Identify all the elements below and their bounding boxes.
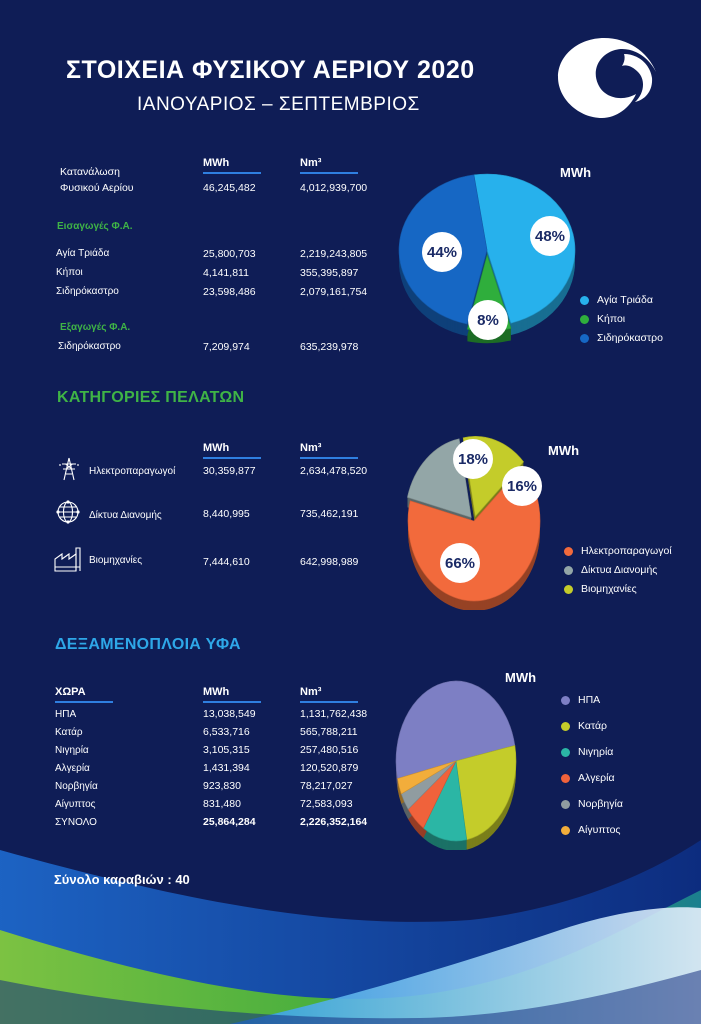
lng-row-mwh: 923,830 (203, 780, 241, 792)
lng-heading: ΔΕΞΑΜΕΝΟΠΛΟΙΑ ΥΦΑ (55, 636, 241, 653)
lng-row-nm3: 78,217,027 (300, 780, 353, 792)
mwh-header-2: MWh (203, 442, 230, 454)
globe-network-icon (55, 499, 81, 525)
chart3-title: MWh (505, 670, 537, 685)
legend-swatch (580, 334, 589, 343)
lng-row-mwh: 3,105,315 (203, 744, 250, 756)
legend-item (561, 694, 623, 706)
legend-swatch (580, 315, 589, 324)
lng-row-name: Νιγηρία (55, 745, 89, 756)
consumption-nm3: 4,012,939,700 (300, 182, 368, 194)
imports-row-mwh: 4,141,811 (203, 267, 249, 279)
lng-row-nm3: 257,480,516 (300, 744, 359, 756)
imports-row-nm3: 2,219,243,805 (300, 248, 368, 260)
mwh-header-underline-3 (203, 701, 261, 703)
legend-swatch (561, 826, 570, 835)
lng-pie-chart (388, 675, 536, 850)
lng-row-name: Νορβηγία (55, 781, 98, 792)
legend-label: Νορβηγία (578, 798, 623, 810)
consumption-label-line2: Φυσικού Αερίου (60, 182, 134, 194)
mwh-header-underline-2 (203, 457, 261, 459)
lng-row-nm3: 1,131,762,438 (300, 708, 368, 720)
customers-row-name: Βιομηχανίες (89, 555, 143, 566)
legend-swatch (561, 696, 570, 705)
lng-row-name: Κατάρ (55, 727, 83, 738)
imports-row-name: Κήποι (56, 267, 83, 278)
chart3-legend (561, 694, 623, 836)
lng-row-name: ΗΠΑ (55, 709, 77, 720)
legend-label: Αίγυπτος (578, 824, 621, 836)
legend-item (564, 545, 672, 557)
consumption-label-line1: Κατανάλωση (60, 166, 120, 178)
customers-pie-chart (402, 425, 562, 610)
lng-total-mwh: 25,864,284 (203, 816, 256, 828)
legend-item (580, 332, 663, 344)
customers-row-name: Δίκτυα Διανομής (89, 510, 162, 521)
customers-row-mwh: 7,444,610 (203, 556, 250, 568)
exports-heading: Εξαγωγές Φ.Α. (60, 322, 131, 333)
imports-pie-chart (395, 168, 590, 358)
legend-swatch (561, 748, 570, 757)
legend-swatch (561, 774, 570, 783)
legend-label: Νιγηρία (578, 746, 614, 758)
lng-row-nm3: 120,520,879 (300, 762, 359, 774)
lng-total-name: ΣΥΝΟΛΟ (55, 817, 97, 828)
legend-item (561, 746, 623, 758)
nm3-header-underline-2 (300, 457, 358, 459)
legend-label: Δίκτυα Διανομής (581, 564, 658, 576)
lng-row-name: Αλγερία (55, 763, 90, 774)
legend-label: Κατάρ (578, 720, 607, 732)
legend-label: Βιομηχανίες (581, 583, 637, 595)
customers-row-mwh: 30,359,877 (203, 465, 256, 477)
imports-row-mwh: 25,800,703 (203, 248, 256, 260)
nm3-header-underline-1 (300, 172, 358, 174)
mwh-header-3: MWh (203, 686, 230, 698)
data-label: 8% (477, 312, 499, 329)
company-logo (552, 36, 662, 120)
legend-item (564, 583, 672, 595)
legend-item (580, 294, 663, 306)
mwh-header-1: MWh (203, 157, 230, 169)
chart2-legend (564, 545, 672, 595)
imports-row-name: Αγία Τριάδα (56, 248, 110, 259)
legend-swatch (580, 296, 589, 305)
chart1-title: MWh (560, 165, 592, 180)
lng-row-nm3: 565,788,211 (300, 726, 358, 738)
page-subtitle: ΙΑΝΟΥΑΡΙΟΣ – ΣΕΠΤΕΜΒΡΙΟΣ (137, 94, 420, 115)
exports-row-name: Σιδηρόκαστρο (58, 341, 121, 352)
imports-heading: Εισαγωγές Φ.Α. (57, 221, 133, 232)
lng-row-mwh: 13,038,549 (203, 708, 256, 720)
nm3-header-underline-3 (300, 701, 358, 703)
legend-label: Σιδηρόκαστρο (597, 332, 663, 344)
factory-icon (52, 545, 84, 573)
nm3-header-1: Nm³ (300, 157, 322, 169)
imports-row-nm3: 2,079,161,754 (300, 286, 368, 298)
power-tower-icon (56, 456, 82, 482)
lng-row-mwh: 6,533,716 (203, 726, 250, 738)
legend-swatch (564, 547, 573, 556)
legend-item (561, 798, 623, 810)
legend-label: Αλγερία (578, 772, 615, 784)
chart2-title: MWh (548, 443, 580, 458)
legend-item (561, 772, 623, 784)
lng-row-nm3: 72,583,093 (300, 798, 353, 810)
legend-label: Αγία Τριάδα (597, 294, 653, 306)
data-label: 66% (444, 555, 476, 572)
customers-row-nm3: 642,998,989 (300, 556, 359, 568)
legend-item (580, 313, 663, 325)
legend-swatch (564, 585, 573, 594)
legend-label: Ηλεκτροπαραγωγοί (581, 545, 672, 557)
legend-swatch (564, 566, 573, 575)
customers-row-nm3: 2,634,478,520 (300, 465, 368, 477)
ships-total: Σύνολο καραβιών : 40 (54, 872, 190, 887)
imports-row-mwh: 23,598,486 (203, 286, 256, 298)
data-label: 44% (426, 244, 458, 261)
legend-item (561, 720, 623, 732)
lng-row-name: Αίγυπτος (55, 799, 96, 810)
imports-row-nm3: 355,395,897 (300, 267, 359, 279)
page-title: ΣΤΟΙΧΕΙΑ ΦΥΣΙΚΟΥ ΑΕΡΙΟΥ 2020 (66, 56, 475, 84)
country-header: ΧΩΡΑ (55, 686, 86, 698)
country-header-underline (55, 701, 113, 703)
customers-heading: ΚΑΤΗΓΟΡΙΕΣ ΠΕΛΑΤΩΝ (57, 389, 245, 406)
data-label: 18% (457, 451, 489, 468)
exports-row-nm3: 635,239,978 (300, 341, 359, 353)
legend-item (561, 824, 623, 836)
legend-swatch (561, 722, 570, 731)
legend-item (564, 564, 672, 576)
customers-row-name: Ηλεκτροπαραγωγοί (89, 466, 176, 477)
legend-label: ΗΠΑ (578, 694, 601, 706)
lng-row-mwh: 1,431,394 (203, 762, 250, 774)
exports-row-mwh: 7,209,974 (203, 341, 250, 353)
imports-row-name: Σιδηρόκαστρο (56, 286, 119, 297)
legend-swatch (561, 800, 570, 809)
data-label: 48% (534, 228, 566, 245)
chart1-legend (580, 294, 663, 344)
customers-row-mwh: 8,440,995 (203, 508, 250, 520)
nm3-header-3: Nm³ (300, 686, 322, 698)
mwh-header-underline-1 (203, 172, 261, 174)
nm3-header-2: Nm³ (300, 442, 322, 454)
legend-label: Κήποι (597, 313, 626, 325)
customers-row-nm3: 735,462,191 (300, 508, 359, 520)
lng-row-mwh: 831,480 (203, 798, 241, 810)
lng-total-nm3: 2,226,352,164 (300, 816, 368, 828)
data-label: 16% (506, 478, 538, 495)
consumption-mwh: 46,245,482 (203, 182, 256, 194)
